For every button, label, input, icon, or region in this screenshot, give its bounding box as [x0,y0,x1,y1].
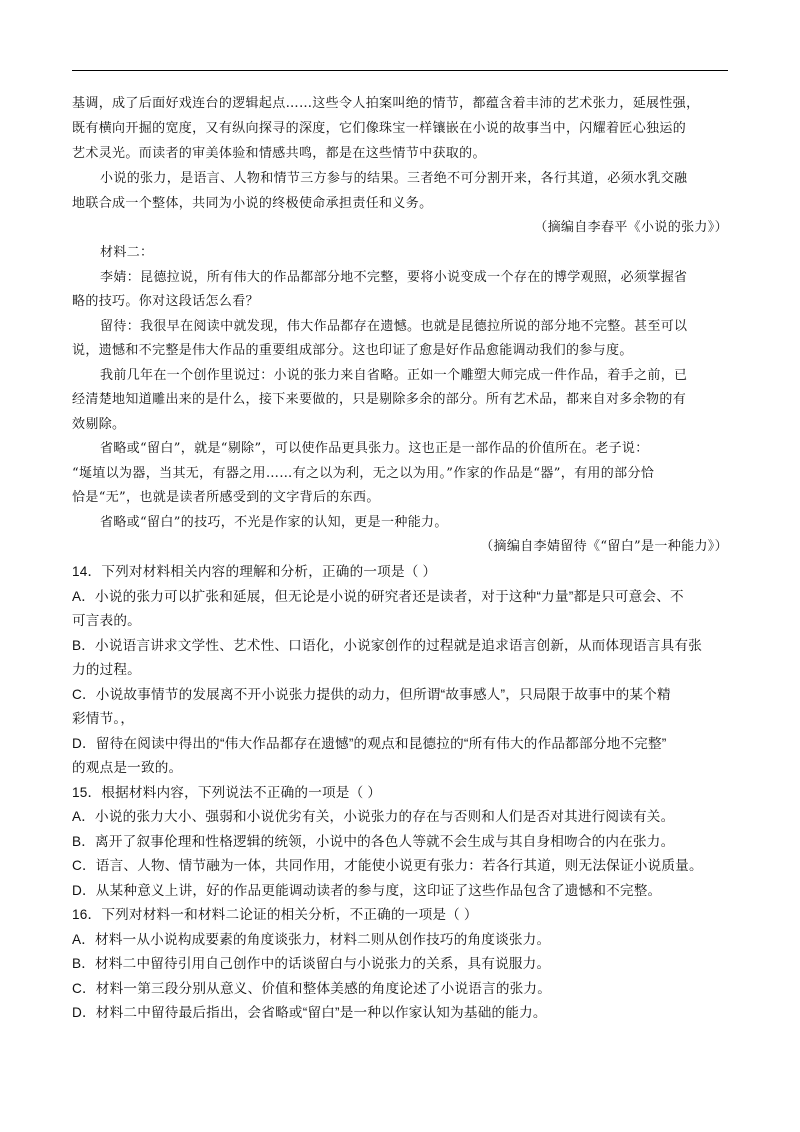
m2-p3-line2: 经清楚地知道雕出来的是什么，接下来要做的，只是剔除多余的部分。所有艺术品，都来自对多余物的有 [72,392,687,407]
m1-p1-line2: 既有横向开掘的宽度，又有纵向探寻的深度，它们像珠宝一样镶嵌在小说的故事当中，闪耀着匠心独运的 [72,121,687,136]
q14-option-d-line2: 的观点是一致的。 [72,760,183,775]
q14-option-b-line1: B．小说语言讲求文学性、艺术性、口语化，小说家创作的过程就是追求语言创新，从而体现语言具有张 [72,638,702,653]
m2-p4-line3: 恰是“无”，也就是读者所感受到的文字背后的东西。 [72,490,380,505]
q16-option-a: A．材料一从小说构成要素的角度谈张力，材料二则从创作技巧的角度谈张力。 [72,932,551,947]
q14-option-a-line1: A．小说的张力可以扩张和延展，但无论是小说的研究者还是读者，对于这种“力量”都是只可意会、不 [72,589,684,604]
m2-p4-line1: 省略或“留白”，就是“剔除”，可以使作品更具张力。这也正是一部作品的价值所在。老子说： [100,441,649,456]
q15-option-b: B．离开了叙事伦理和性格逻辑的统领，小说中的各色人等就不会生成与其自身相吻合的内在张力。 [72,834,675,849]
q16-option-d: D．材料二中留待最后指出，会省略或“留白”是一种以作家认知为基础的能力。 [72,1005,547,1020]
q16-stem: 16．下列对材料一和材料二论证的相关分析，不正确的一项是（ ） [72,907,478,922]
m1-p1-line1: 基调，成了后面好戏连台的逻辑起点……这些令人拍案叫绝的情节，都蕴含着丰沛的艺术张力，延展性强， [72,96,700,111]
m2-p3-line1: 我前几年在一个创作里说过：小说的张力来自省略。正如一个雕塑大师完成一件作品，着手之前，已 [100,368,688,383]
m2-p1-line2: 略的技巧。你对这段话怎么看？ [72,294,259,309]
m2-p5-line1: 省略或“留白”的技巧，不光是作家的认知，更是一种能力。 [100,515,448,530]
m2-p2-line2: 说，遗憾和不完整是伟大作品的重要组成部分。这也印证了愈是好作品愈能调动我们的参与度。 [72,343,633,358]
m2-heading: 材料二： [100,245,154,260]
m2-p4-line2: “埏埴以为器，当其无，有器之用……有之以为利，无之以为用。”作家的作品是“器”，有用的部分恰 [72,466,655,481]
q14-option-a-line2: 可言表的。 [72,613,141,628]
q16-option-b: B．材料二中留待引用自己创作中的话谈留白与小说张力的关系，具有说服力。 [72,956,551,971]
q15-option-d: D．从某种意义上讲，好的作品更能调动读者的参与度，这印证了这些作品包含了遗憾和不完整。 [72,883,662,898]
q15-option-a: A．小说的张力大小、强弱和小说优劣有关，小说张力的存在与否则和人们是否对其进行阅读有关。 [72,809,675,824]
q14-option-c-line2: 彩情节。， [72,711,135,726]
q14-stem: 14．下列对材料相关内容的理解和分析，正确的一项是（ ） [72,564,437,579]
q14-option-b-line2: 力的过程。 [72,662,141,677]
m1-p2-line2: 地联合成一个整体，共同为小说的终极使命承担责任和义务。 [72,196,433,211]
q16-option-c: C．材料一第三段分别从意义、价值和整体美感的角度论述了小说语言的张力。 [72,981,552,996]
header-rule [72,70,728,71]
m1-p1-line3: 艺术灵光。而读者的审美体验和情感共鸣，都是在这些情节中获取的。 [72,146,486,161]
m1-source: （摘编自李春平《小说的张力》） [534,220,728,235]
m2-source: （摘编自李婧留待《“留白”是一种能力》） [480,539,728,554]
q14-option-c-line1: C．小说故事情节的发展离不开小说张力提供的动力，但所谓“故事感人”，只局限于故事中的某个精 [72,687,671,702]
q14-option-d-line1: D．留待在阅读中得出的“伟大作品都存在遗憾”的观点和昆德拉的“所有伟大的作品都部分地不完整” [72,736,667,751]
m1-p2-line1: 小说的张力，是语言、人物和情节三方参与的结果。三者绝不可分割开来，各行其道，必须水乳交融 [100,171,688,186]
m2-p3-line3: 效剔除。 [72,417,126,432]
q15-option-c: C．语言、人物、情节融为一体，共同作用，才能使小说更有张力：若各行其道，则无法保证小说质量。 [72,858,703,873]
q15-stem: 15．根据材料内容，下列说法不正确的一项是（ ） [72,785,382,800]
m2-p2-line1: 留待：我很早在阅读中就发现，伟大作品都存在遗憾。也就是昆德拉所说的部分地不完整。甚至可以 [100,319,688,334]
m2-p1-line1: 李婧：昆德拉说，所有伟大的作品都部分地不完整，要将小说变成一个存在的博学观照，必须掌握省 [100,270,688,285]
